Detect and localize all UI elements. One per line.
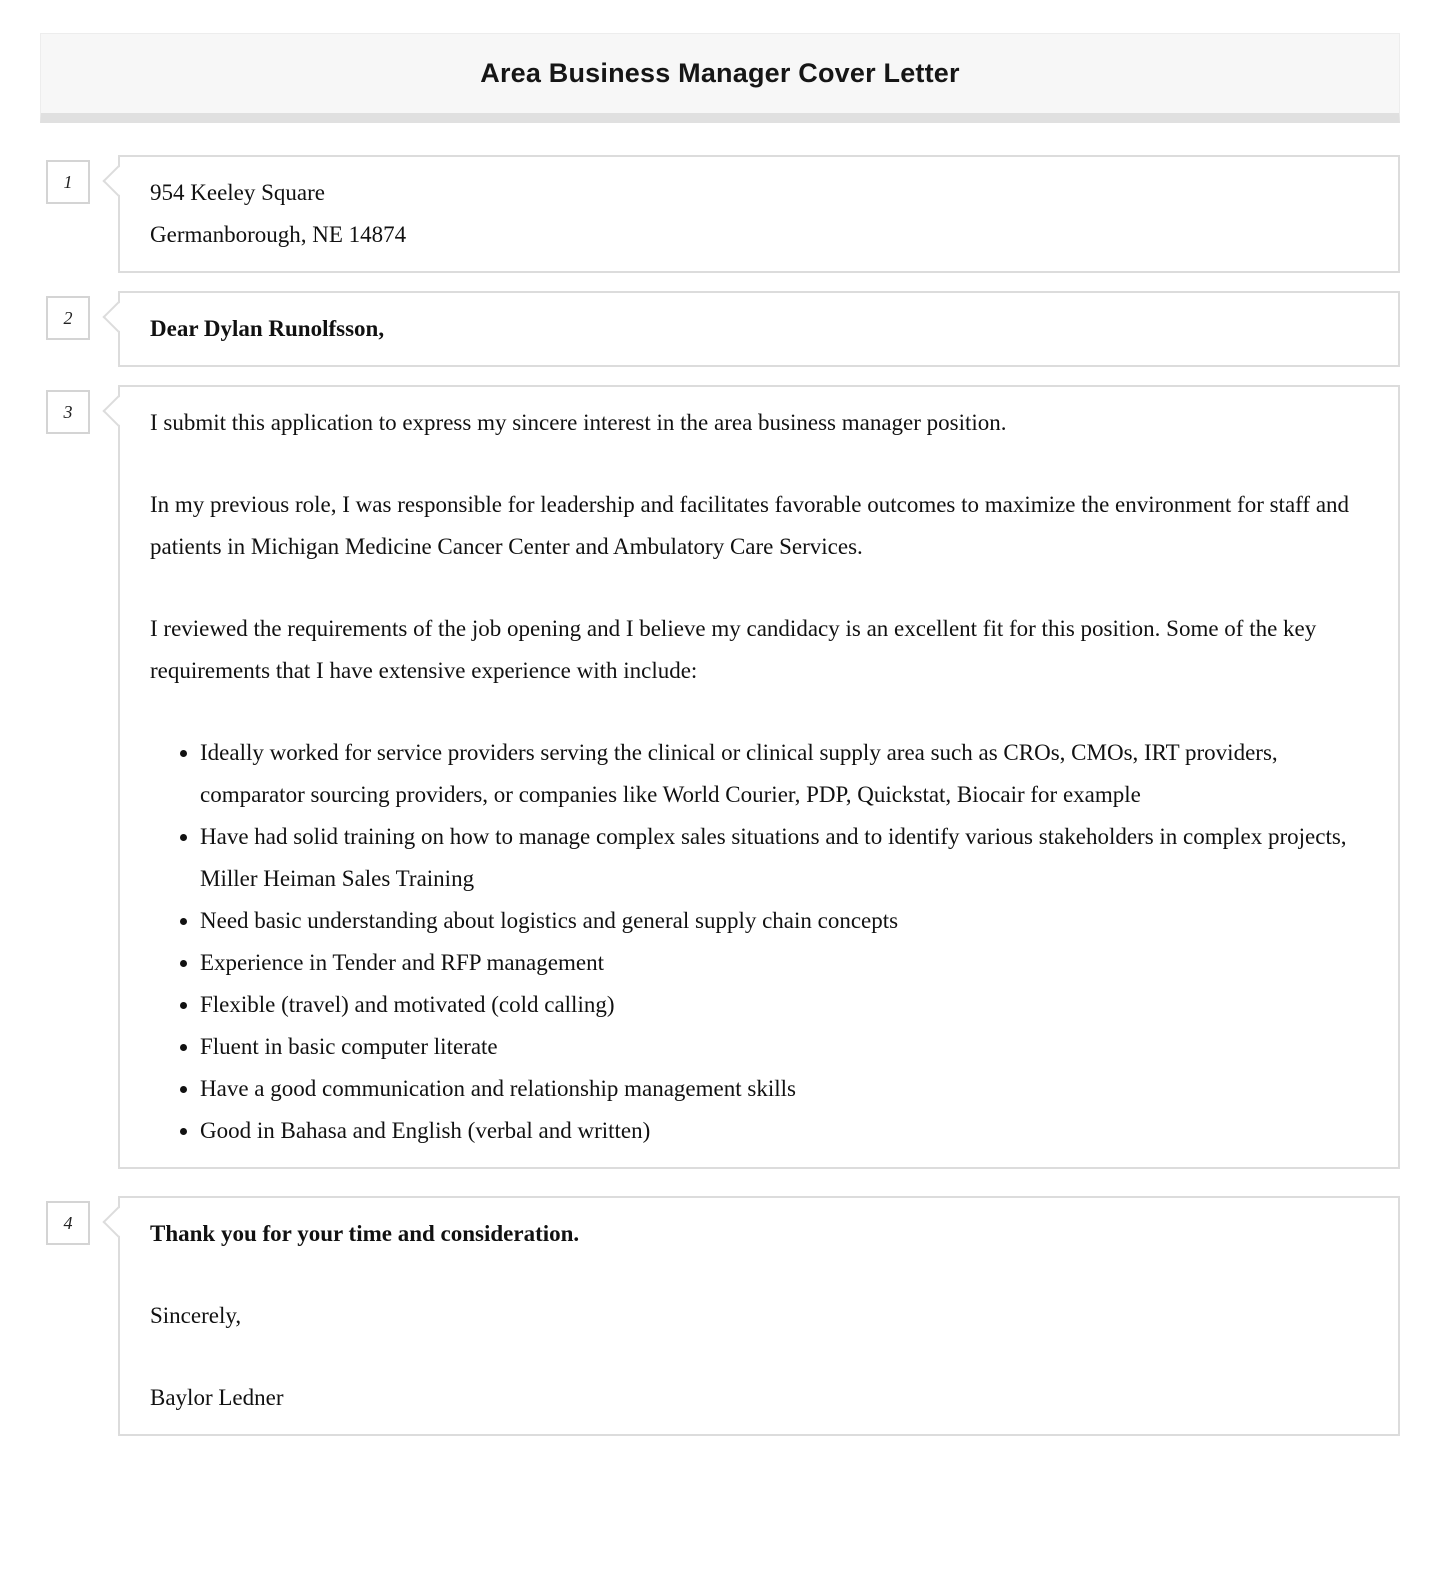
section-number-badge: [46, 390, 90, 434]
section-number: 3: [63, 401, 73, 422]
bubble-notch: [102, 165, 133, 196]
requirement-item: • Need basic understanding about logistics and general supply chain concepts: [200, 900, 1368, 942]
section-number-badge: [46, 1201, 90, 1245]
section-number: 2: [63, 307, 73, 328]
section-row-closing: [0, 1196, 1440, 1436]
signature-name: Baylor Ledner: [150, 1385, 284, 1410]
section-content-box-address: [118, 155, 1400, 273]
requirement-item: • Have a good communication and relationship management skills: [200, 1068, 1368, 1110]
section-number: 4: [63, 1212, 73, 1233]
section-row-address: [0, 155, 1440, 273]
body-paragraph-2: In my previous role, I was responsible for leadership and facilitates favorable outcomes to maximize the environment for staff and patients in Michigan Medicine Cancer Center and Ambulatory Care Services.: [150, 492, 1350, 559]
requirement-item: • Good in Bahasa and English (verbal and written): [200, 1110, 1368, 1152]
bubble-notch: [102, 395, 133, 426]
section-content-box-closing: [118, 1196, 1400, 1436]
address-line-2: Germanborough, NE 14874: [150, 222, 407, 247]
requirement-item: • Experience in Tender and RFP management: [200, 942, 1368, 984]
section-number-badge: [46, 296, 90, 340]
bubble-notch: [102, 1206, 133, 1237]
requirement-item: • Fluent in basic computer literate: [200, 1026, 1368, 1068]
valediction-text: Sincerely,: [150, 1303, 242, 1328]
requirement-item: • Ideally worked for service providers serving the clinical or clinical supply area such as CROs, CMOs, IRT providers, comparator sourcing providers, or companies like World Courier, PDP, Quickstat, Biocair for example: [200, 732, 1368, 816]
section-row-salutation: [0, 291, 1440, 367]
closing-text: Thank you for your time and consideration.: [150, 1221, 580, 1246]
section-number: 1: [63, 171, 73, 192]
page-header: [40, 33, 1400, 123]
section-content-box-salutation: [118, 291, 1400, 367]
body-paragraph-1: I submit this application to express my sincere interest in the area business manager position.: [150, 410, 1007, 435]
requirement-item: • Have had solid training on how to manage complex sales situations and to identify various stakeholders in complex projects, Miller Heiman Sales Training: [200, 816, 1368, 900]
bubble-notch: [102, 301, 133, 332]
section-row-main-body: [0, 385, 1440, 1169]
page-title: Area Business Manager Cover Letter: [480, 58, 960, 88]
requirement-item: • Flexible (travel) and motivated (cold calling): [200, 984, 1368, 1026]
body-paragraph-3: I reviewed the requirements of the job opening and I believe my candidacy is an excellent fit for this position. Some of the key requirements that I have extensive experience with include:: [150, 616, 1317, 683]
address-line-1: 954 Keeley Square: [150, 180, 325, 205]
cover-letter-body: [0, 155, 1440, 1436]
salutation-text: Dear Dylan Runolfsson,: [150, 316, 385, 341]
section-number-badge: [46, 160, 90, 204]
section-content-box-main-body: [118, 385, 1400, 1169]
requirements-list: [150, 732, 1368, 1152]
